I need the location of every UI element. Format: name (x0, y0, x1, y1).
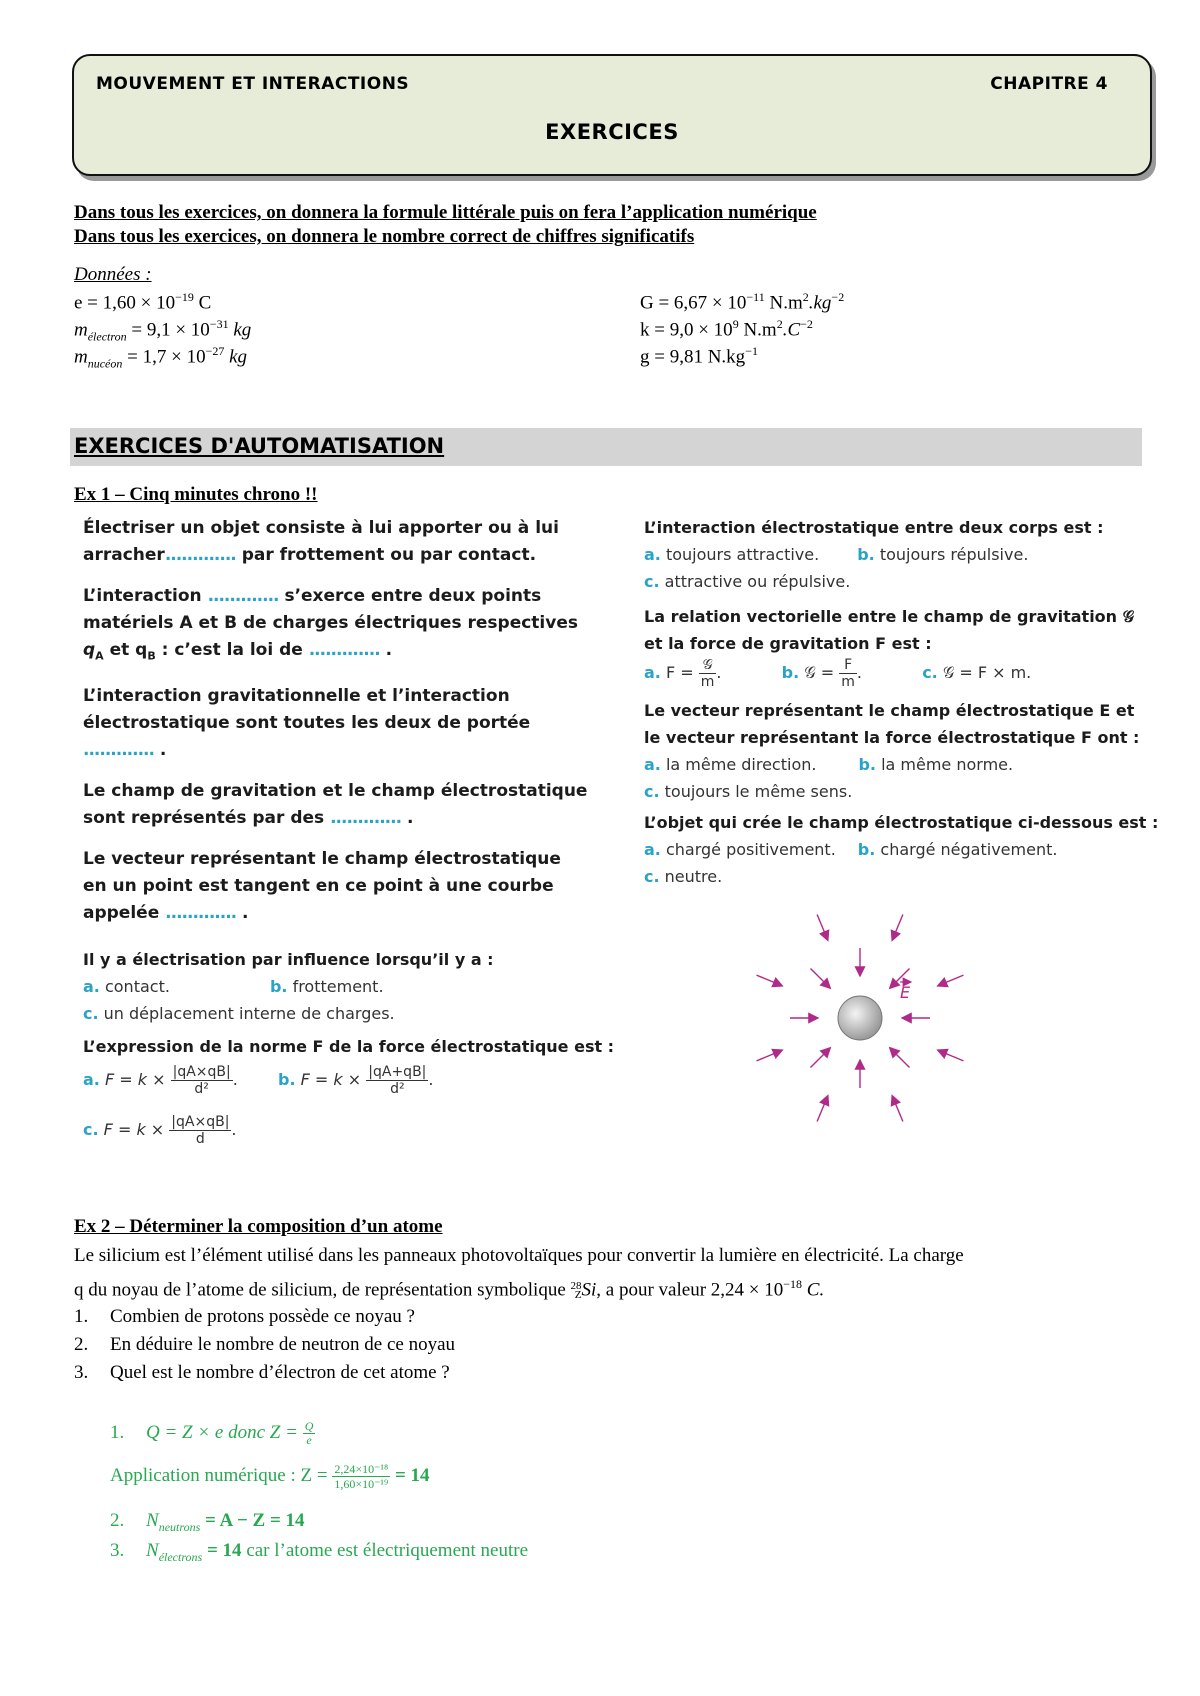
blank-q1: Électriser un objet consiste à lui apporter ou à lui arracher............. par frottement ou par contact. (83, 518, 559, 565)
question-3: 3. Quel est le nombre d’électron de cet atome ? (74, 1362, 450, 1383)
charged-sphere (838, 996, 882, 1040)
instruction-2: Dans tous les exercices, on donnera le nombre correct de chiffres significatifs (74, 226, 695, 247)
question-2: 2. En déduire le nombre de neutron de ce noyau (74, 1334, 456, 1355)
electric-field-diagram (730, 888, 990, 1158)
chapter-header (72, 54, 1152, 176)
field-vector-label: E (900, 983, 911, 1002)
field-arrow-icon (811, 969, 831, 989)
constant-g: g = 9,81 $N.kg^{-1}$ (640, 344, 758, 368)
constant-m-electron: $m_{électron} = 9,1 \times 10^{-31}$ kg (74, 317, 252, 344)
answer-1: 1. Q = Z × e donc Z = $\frac{Q}{e}$ (110, 1419, 314, 1447)
ex2-title: Ex 2 – Déterminer la composition d’un atome (74, 1216, 443, 1237)
constant-m-nucleon: $m_{nucéon} = 1,7 \times 10^{-27}$ kg (74, 344, 248, 371)
ex1-right-mcq: L’interaction électrostatique entre deux corps est : a. toujours attractive. b. toujours répulsive. c. attractive ou répulsive. La relation vectorielle entre le champ de gravitation 𝒢 et la force de gravitation F est : a. F = $\frac{\text{𝒢}}{m}$ . b. 𝒢 = $\frac{F}{m}$ . c. 𝒢 = F × m. Le vecteur représentant le champ électrostatique E et le vecteur représentant la force électrostatique F ont : a. la même direction. b. la même norme. c. toujours le même sens. L’objet qui crée le champ électrostatique ci-dessous est : a. chargé positivement. b. chargé négativement. c. neutre. (644, 518, 1159, 886)
ex1-left-mcq: Il y a électrisation par influence lorsqu’il y a : a. contact. b. frottement. c. un déplacement interne de charges. L’expression de la norme F de la force électrostatique est : a. F = k × $\frac{|qA\times qB|}{\text{d²}}$ . b. F = k × $\frac{|qA+qB|}{\text{d²}}$ . c. F = k × $\frac{|qA\times qB|}{d}$ . (83, 950, 615, 1147)
field-arrow-icon (757, 1050, 783, 1061)
question-1: 1. Combien de protons possède ce noyau ? (74, 1306, 415, 1327)
section-title: EXERCICES D'AUTOMATISATION (74, 434, 445, 458)
ex1-left-fill-blanks (83, 515, 643, 927)
blank-q5: Le vecteur représentant le champ électrostatique en un point est tangent en ce point à une courbe appelée ............. . (83, 849, 561, 924)
field-arrow-icon (938, 975, 964, 986)
field-arrow-icon (811, 1048, 831, 1068)
answer-3: 3. $N_{électrons} = 14$ car l’atome est électriquement neutre (110, 1540, 529, 1564)
field-arrow-icon (817, 915, 828, 941)
field-arrow-icon (892, 915, 903, 941)
field-arrow-icon (938, 1050, 964, 1061)
ex2-questions (74, 1303, 455, 1387)
blank-q4: Le champ de gravitation et le champ électrostatique sont représentés par des ............. . (83, 781, 588, 829)
field-arrow-icon (892, 1096, 903, 1122)
instruction-1: Dans tous les exercices, on donnera la formule littérale puis on fera l’application numérique (74, 202, 817, 223)
answer-application-numerique: Application numérique : Z = $\frac{\text{2,24×10⁻¹⁸}}{\text{1,60×10⁻¹⁹}}$ = 14 (110, 1462, 430, 1491)
ex2-statement: Le silicium est l’élément utilisé dans les panneaux photovoltaïques pour convertir la lumière en électricité. La charge q du noyau de l’atome de silicium, de représentation symbolique 28 Z Si, a pour valeur $2,24 \times 10^{-18}$ C. (74, 1245, 964, 1301)
constant-k: $k = 9,0 \times 10^9$ $N.m^2.C^{-2}$ (640, 317, 813, 341)
constant-e: $e = 1,60 \times 10^{-19}$ C (74, 290, 212, 314)
page-title: EXERCICES (545, 120, 679, 144)
ex1-title: Ex 1 – Cinq minutes chrono !! (74, 484, 318, 505)
blank-q2: L’interaction ............. s’exerce entre deux points matériels A et B de charges électriques respectives $q_A$ et $q_B$ : c’est la loi de ............. . (83, 586, 578, 663)
chapter-theme: MOUVEMENT ET INTERACTIONS (96, 74, 410, 94)
chapter-number: CHAPITRE 4 (990, 74, 1108, 94)
donnees-label: Données : (74, 264, 152, 285)
field-arrow-icon (757, 975, 783, 986)
answer-2: 2. $N_{neutrons} = A - Z = 14$ (110, 1510, 305, 1534)
blank-q3: L’interaction gravitationnelle et l’interaction électrostatique sont toutes les deux de portée ............. . (83, 686, 531, 761)
field-arrow-icon (890, 1048, 910, 1068)
field-arrow-icon (817, 1096, 828, 1122)
section-banner (70, 428, 1142, 466)
constant-G: $G = 6,67 \times 10^{-11}$ $N.m^2.kg^{-2}$ (640, 290, 845, 314)
